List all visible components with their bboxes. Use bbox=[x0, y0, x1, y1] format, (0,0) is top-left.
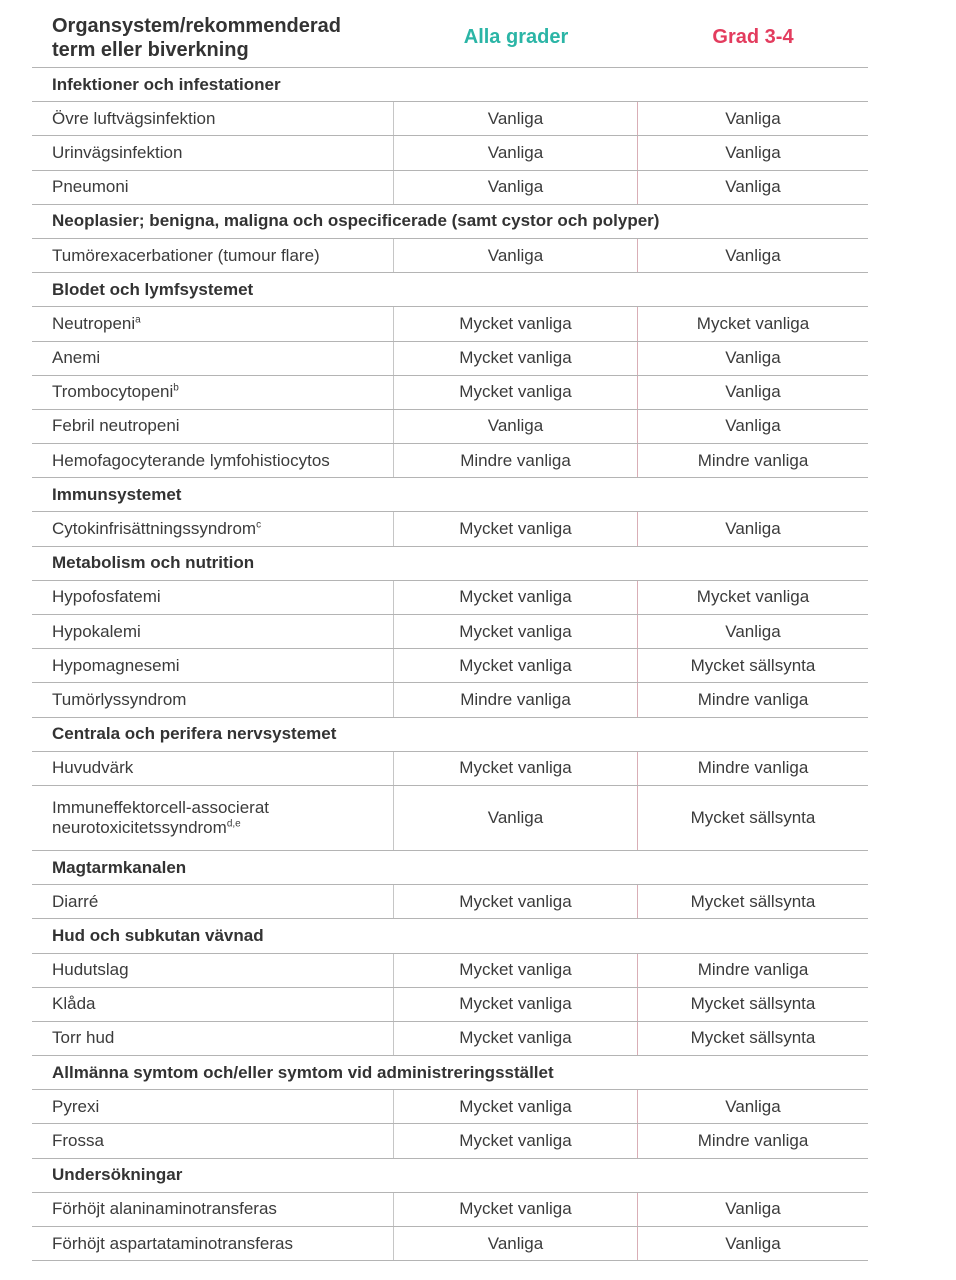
grade-3-4-cell: Vanliga bbox=[725, 621, 781, 641]
all-grades-cell: Mycket vanliga bbox=[394, 1090, 638, 1123]
term-text: Cytokinfrisättningssyndrom bbox=[52, 519, 257, 539]
table-row bbox=[32, 239, 868, 273]
term-cell bbox=[32, 1124, 394, 1157]
grade-3-4-cell: Mycket vanliga bbox=[696, 313, 810, 333]
term-cell bbox=[32, 786, 394, 850]
all-grades-cell: Vanliga bbox=[394, 239, 638, 272]
term-cell bbox=[32, 988, 394, 1021]
adverse-reactions-table bbox=[32, 0, 868, 1261]
table-row bbox=[32, 102, 868, 136]
table-row bbox=[32, 683, 868, 717]
grade-3-4-cell: Vanliga bbox=[725, 416, 781, 436]
table-row bbox=[32, 988, 868, 1022]
term-text: Förhöjt alaninaminotransferas bbox=[52, 1199, 277, 1219]
grade-3-4-cell: Vanliga bbox=[725, 519, 781, 539]
footnote-marker: b bbox=[173, 382, 179, 394]
term-text: Huvudvärk bbox=[52, 758, 134, 778]
term-text: Pneumoni bbox=[52, 177, 129, 197]
term-cell bbox=[32, 342, 394, 375]
term-text: Trombocytopeni bbox=[52, 382, 174, 402]
all-grades-cell: Vanliga bbox=[394, 786, 638, 850]
grade-3-4-cell: Vanliga bbox=[725, 1096, 781, 1116]
term-cell bbox=[32, 307, 394, 340]
grade-3-4-cell: Mycket sällsynta bbox=[690, 807, 816, 827]
term-text: Anemi bbox=[52, 348, 101, 368]
grade-3-4-cell: Mindre vanliga bbox=[697, 689, 809, 709]
section-heading: Metabolism och nutrition bbox=[32, 547, 868, 581]
term-text: Förhöjt aspartataminotransferas bbox=[52, 1233, 293, 1253]
term-cell bbox=[32, 954, 394, 987]
section-heading: Immunsystemet bbox=[32, 478, 868, 512]
term-text: Hemofagocyterande lymfohistiocytos bbox=[52, 450, 330, 470]
term-cell bbox=[32, 683, 394, 716]
term-text: Torr hud bbox=[52, 1028, 115, 1048]
term-cell bbox=[32, 512, 394, 545]
table-row bbox=[32, 376, 868, 410]
term-cell bbox=[32, 171, 394, 204]
term-cell bbox=[32, 1227, 394, 1260]
section-heading: Neoplasier; benigna, maligna och ospecificerade (samt cystor och polyper) bbox=[32, 205, 868, 239]
table-row bbox=[32, 444, 868, 478]
table-row bbox=[32, 649, 868, 683]
term-text: Klåda bbox=[52, 994, 96, 1014]
term-text: Febril neutropeni bbox=[52, 416, 180, 436]
grade-3-4-cell: Vanliga bbox=[725, 177, 781, 197]
all-grades-cell: Mindre vanliga bbox=[394, 683, 638, 716]
table-row bbox=[32, 512, 868, 546]
all-grades-cell: Mycket vanliga bbox=[394, 954, 638, 987]
table-row bbox=[32, 752, 868, 786]
term-cell bbox=[32, 1022, 394, 1055]
section-heading: Centrala och perifera nervsystemet bbox=[32, 718, 868, 752]
grade-3-4-cell: Vanliga bbox=[725, 348, 781, 368]
header-grade-3-4: Grad 3-4 bbox=[712, 26, 794, 48]
term-cell bbox=[32, 885, 394, 918]
grade-3-4-cell: Vanliga bbox=[725, 382, 781, 402]
term-text: Övre luftvägsinfektion bbox=[52, 108, 216, 128]
term-text: Hypomagnesemi bbox=[52, 655, 180, 675]
header-all-grades: Alla grader bbox=[463, 26, 569, 48]
term-text: Hypofosfatemi bbox=[52, 587, 161, 607]
all-grades-cell: Vanliga bbox=[394, 410, 638, 443]
term-text: Hypokalemi bbox=[52, 621, 141, 641]
grade-3-4-cell: Mindre vanliga bbox=[697, 758, 809, 778]
term-cell bbox=[32, 410, 394, 443]
table-row bbox=[32, 786, 868, 851]
footnote-marker: c bbox=[256, 519, 262, 531]
table-row bbox=[32, 342, 868, 376]
term-text: Diarré bbox=[52, 891, 99, 911]
all-grades-cell: Mycket vanliga bbox=[394, 512, 638, 545]
grade-3-4-cell: Mycket sällsynta bbox=[690, 655, 816, 675]
all-grades-cell: Mindre vanliga bbox=[394, 444, 638, 477]
grade-3-4-cell: Mycket sällsynta bbox=[690, 1028, 816, 1048]
table-row bbox=[32, 1022, 868, 1056]
all-grades-cell: Vanliga bbox=[394, 1227, 638, 1260]
table-row bbox=[32, 410, 868, 444]
grade-3-4-cell: Mycket sällsynta bbox=[690, 994, 816, 1014]
table-row bbox=[32, 1193, 868, 1227]
term-cell bbox=[32, 136, 394, 169]
table-row bbox=[32, 885, 868, 919]
all-grades-cell: Mycket vanliga bbox=[394, 1193, 638, 1226]
all-grades-cell: Mycket vanliga bbox=[394, 1022, 638, 1055]
term-cell bbox=[32, 239, 394, 272]
term-text: Frossa bbox=[52, 1131, 104, 1151]
section-heading: Blodet och lymfsystemet bbox=[32, 273, 868, 307]
table-row bbox=[32, 136, 868, 170]
grade-3-4-cell: Mindre vanliga bbox=[697, 960, 809, 980]
section-heading: Magtarmkanalen bbox=[32, 851, 868, 885]
table-row bbox=[32, 615, 868, 649]
term-text: Neutropeni bbox=[52, 313, 136, 333]
grade-3-4-cell: Vanliga bbox=[725, 108, 781, 128]
term-cell bbox=[32, 581, 394, 614]
term-cell bbox=[32, 752, 394, 785]
grade-3-4-cell: Vanliga bbox=[725, 1233, 781, 1253]
grade-3-4-cell: Vanliga bbox=[725, 142, 781, 162]
footnote-marker: d,e bbox=[226, 818, 241, 830]
term-cell bbox=[32, 376, 394, 409]
grade-3-4-cell: Mindre vanliga bbox=[697, 1131, 809, 1151]
term-cell bbox=[32, 1193, 394, 1226]
term-text: Hudutslag bbox=[52, 960, 129, 980]
table-row bbox=[32, 581, 868, 615]
grade-3-4-cell: Vanliga bbox=[725, 1199, 781, 1219]
all-grades-cell: Mycket vanliga bbox=[394, 649, 638, 682]
term-text: Tumörexacerbationer (tumour flare) bbox=[52, 245, 320, 265]
all-grades-cell: Vanliga bbox=[394, 102, 638, 135]
all-grades-cell: Mycket vanliga bbox=[394, 307, 638, 340]
grade-3-4-cell: Vanliga bbox=[725, 245, 781, 265]
section-heading: Allmänna symtom och/eller symtom vid administreringsstället bbox=[32, 1056, 868, 1090]
all-grades-cell: Mycket vanliga bbox=[394, 752, 638, 785]
table-header bbox=[32, 0, 868, 68]
term-cell bbox=[32, 444, 394, 477]
all-grades-cell: Mycket vanliga bbox=[394, 615, 638, 648]
term-text: Pyrexi bbox=[52, 1096, 100, 1116]
grade-3-4-cell: Mindre vanliga bbox=[697, 450, 809, 470]
all-grades-cell: Vanliga bbox=[394, 171, 638, 204]
term-cell bbox=[32, 649, 394, 682]
header-term: Organsystem/rekommenderad term eller biverkning bbox=[52, 15, 342, 61]
grade-3-4-cell: Mycket sällsynta bbox=[690, 891, 816, 911]
table-row bbox=[32, 307, 868, 341]
all-grades-cell: Mycket vanliga bbox=[394, 342, 638, 375]
term-cell bbox=[32, 1090, 394, 1123]
all-grades-cell: Mycket vanliga bbox=[394, 1124, 638, 1157]
all-grades-cell: Mycket vanliga bbox=[394, 376, 638, 409]
all-grades-cell: Vanliga bbox=[394, 136, 638, 169]
term-text: Immuneffektorcell-associerat neurotoxicitetssyndrom bbox=[52, 797, 269, 837]
term-cell bbox=[32, 102, 394, 135]
footnote-marker: a bbox=[135, 314, 141, 326]
section-heading: Infektioner och infestationer bbox=[32, 68, 868, 102]
table-row bbox=[32, 1227, 868, 1261]
all-grades-cell: Mycket vanliga bbox=[394, 581, 638, 614]
term-text: Urinvägsinfektion bbox=[52, 142, 183, 162]
table-row bbox=[32, 171, 868, 205]
table-body bbox=[32, 68, 868, 1261]
table-row bbox=[32, 954, 868, 988]
grade-3-4-cell: Mycket vanliga bbox=[696, 587, 810, 607]
term-text: Tumörlyssyndrom bbox=[52, 689, 187, 709]
all-grades-cell: Mycket vanliga bbox=[394, 885, 638, 918]
section-heading: Undersökningar bbox=[32, 1159, 868, 1193]
term-cell bbox=[32, 615, 394, 648]
table-row bbox=[32, 1090, 868, 1124]
all-grades-cell: Mycket vanliga bbox=[394, 988, 638, 1021]
table-row bbox=[32, 1124, 868, 1158]
section-heading: Hud och subkutan vävnad bbox=[32, 919, 868, 953]
